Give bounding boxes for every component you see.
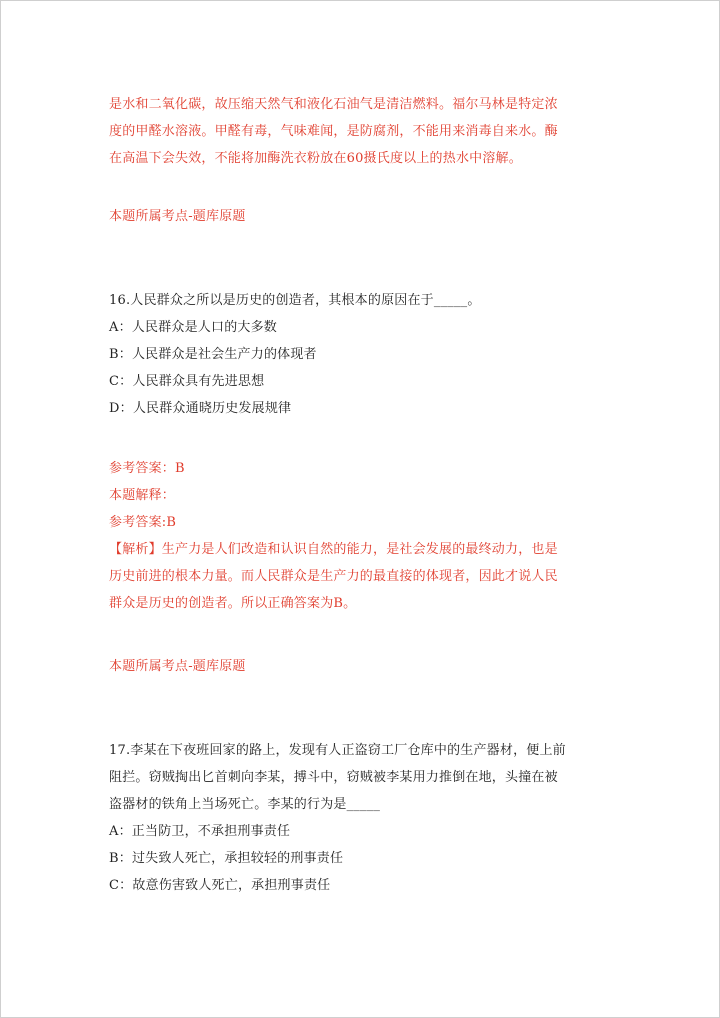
- q16-stem: 16.人民群众之所以是历史的创造者，其根本的原因在于_____。: [109, 293, 481, 308]
- q16-answer-repeat: 参考答案:B: [109, 515, 177, 530]
- q15-source-note: [109, 203, 615, 230]
- q16-analysis-line: 【解析】生产力是人们改造和认识自然的能力，是社会发展的最终动力，也是: [109, 542, 558, 557]
- q16-question: [109, 287, 615, 422]
- q16-analysis-line: 群众是历史的创造者。所以正确答案为B。: [109, 596, 357, 611]
- q16-source-note-text: 本题所属考点-题库原题: [109, 659, 246, 674]
- q16-analysis-line: 历史前进的根本力量。而人民群众是生产力的最直接的体现者，因此才说人民: [109, 569, 558, 584]
- q16-explain-label: 本题解释：: [109, 488, 176, 503]
- q15-explanation-line: 是水和二氧化碳，故压缩天然气和液化石油气是清洁燃料。福尔马林是特定浓: [109, 97, 558, 112]
- q16-option-b: B：人民群众是社会生产力的体现者: [109, 347, 317, 362]
- q16-option-d: D：人民群众通晓历史发展规律: [109, 401, 292, 416]
- q15-explanation-line: 在高温下会失效，不能将加酶洗衣粉放在60摄氏度以上的热水中溶解。: [109, 151, 522, 166]
- q16-option-a: A：人民群众是人口的大多数: [109, 320, 277, 335]
- q17-stem-line: 阻拦。窃贼掏出匕首刺向李某，搏斗中，窃贼被李某用力推倒在地，头撞在被: [109, 770, 558, 785]
- q16-answer-block: [109, 455, 615, 617]
- q16-option-c: C：人民群众具有先进思想: [109, 374, 265, 389]
- q15-explanation: [109, 91, 615, 172]
- q17-option-b: B：过失致人死亡，承担较轻的刑事责任: [109, 851, 344, 866]
- q15-source-note-text: 本题所属考点-题库原题: [109, 209, 246, 224]
- q17-stem-line: 盗器材的铁角上当场死亡。李某的行为是_____: [109, 797, 381, 812]
- q16-answer: 参考答案：B: [109, 461, 185, 476]
- q17-question: [109, 737, 615, 899]
- q15-explanation-line: 度的甲醛水溶液。甲醛有毒，气味难闻，是防腐剂，不能用来消毒自来水。酶: [109, 124, 558, 139]
- q17-stem-line: 17.李某在下夜班回家的路上，发现有人正盗窃工厂仓库中的生产器材，便上前: [109, 743, 566, 758]
- q17-option-c: C：故意伤害致人死亡，承担刑事责任: [109, 878, 331, 893]
- q17-option-a: A：正当防卫，不承担刑事责任: [109, 824, 291, 839]
- q16-source-note: [109, 653, 615, 680]
